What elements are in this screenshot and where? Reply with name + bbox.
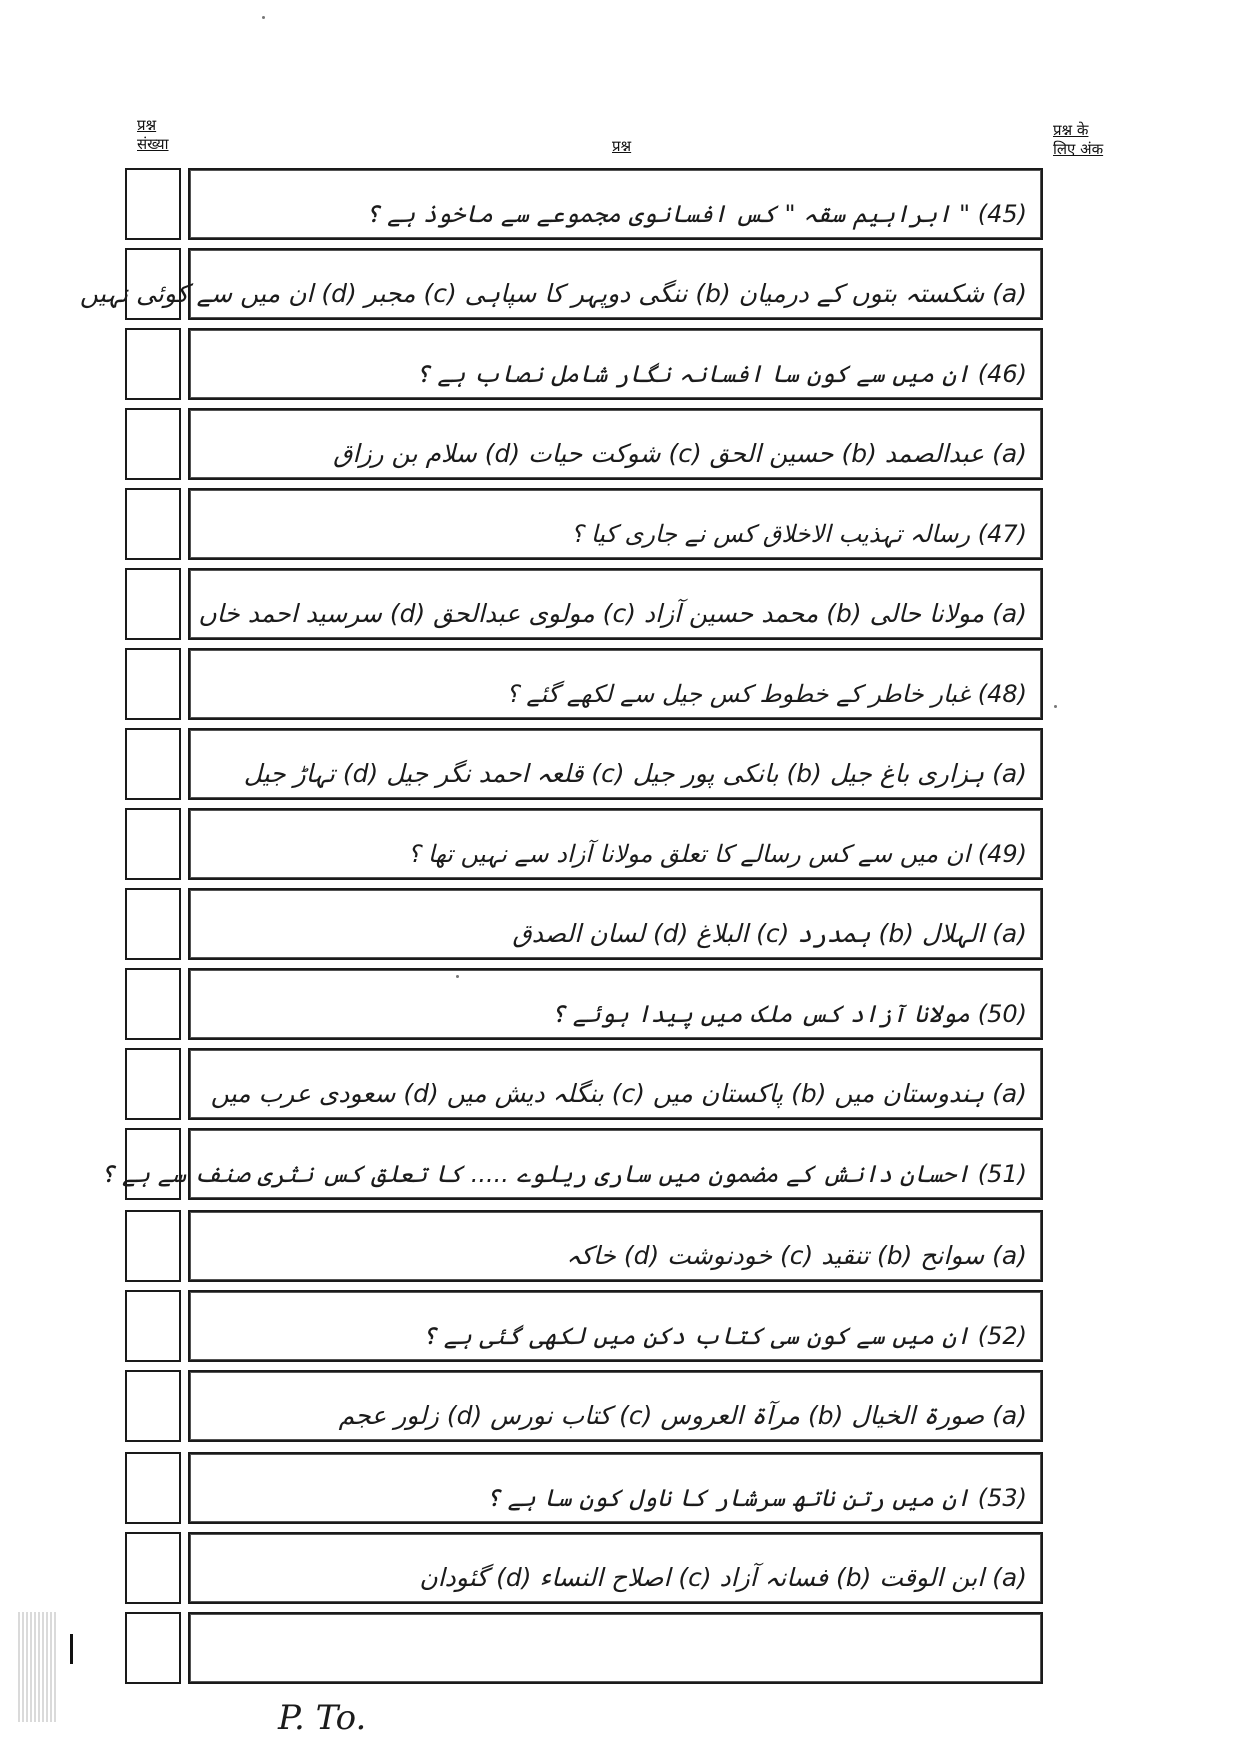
answer-text-box	[188, 968, 1043, 1040]
question-number-box	[125, 1612, 181, 1684]
question-number-box	[125, 1452, 181, 1524]
question-row	[125, 728, 1043, 800]
marks-header-line2: लिए अंक	[1053, 140, 1104, 158]
answer-text-box	[188, 408, 1043, 480]
question-number-box	[125, 408, 181, 480]
question-number-box	[125, 488, 181, 560]
question-number-box	[125, 1532, 181, 1604]
question-text: (50) مولانا آزاد کس ملک میں پیدا ہوئے ؟	[551, 1000, 1027, 1028]
answer-text-box	[188, 728, 1043, 800]
question-number-header	[137, 116, 169, 154]
answer-text-box	[100, 1128, 1043, 1200]
options-text: (a) ابن الوقت (b) فسانہ آزاد (c) اصلاح النساء (d) گئودان	[419, 1563, 1027, 1592]
options-text: (a) ہندوستان میں (b) پاکستان میں (c) بنگلہ دیش میں (d) سعودی عرب میں	[210, 1079, 1027, 1108]
question-row	[125, 1370, 1043, 1442]
question-number-box	[125, 1290, 181, 1362]
scan-speck	[1054, 705, 1057, 708]
question-number-box	[125, 888, 181, 960]
question-text: (45) " ابراہیم سقہ " کس افسانوی مجموعے سے ماخوذ ہے ؟	[365, 200, 1027, 228]
answer-text-box	[188, 888, 1043, 960]
question-row	[125, 488, 1043, 560]
question-number-box	[125, 728, 181, 800]
question-text: (46) ان میں سے کون سا افسانہ نگار شامل نصاب ہے ؟	[415, 360, 1027, 388]
scan-speck	[262, 16, 265, 19]
question-column-header-text: प्रश्न	[612, 137, 632, 155]
question-row	[125, 1210, 1043, 1282]
question-row	[125, 328, 1043, 400]
question-number-box	[125, 568, 181, 640]
options-text: (a) الہلال (b) ہمدرد (c) البلاغ (d) لسان الصدق	[512, 919, 1027, 948]
options-text: (a) صورۃ الخیال (b) مرآۃ العروس (c) کتاب نورس (d) زلور عجم	[338, 1401, 1027, 1430]
marks-column-header	[1053, 121, 1103, 159]
question-number-box	[125, 808, 181, 880]
answer-text-box	[188, 488, 1043, 560]
answer-text-box	[188, 1612, 1043, 1684]
question-text: (51) احسان دانش کے مضمون میں ساری ریلوے ..... کا تعلق کس نثری صنف سے ہے ؟	[100, 1160, 1027, 1188]
question-row	[125, 1612, 1043, 1684]
question-text: (48) غبار خاطر کے خطوط کس جیل سے لکھے گئے ؟	[506, 680, 1027, 708]
question-text: (47) رسالہ تہذیب الاخلاق کس نے جاری کیا ؟	[570, 520, 1027, 548]
question-number-header-line1: प्रश्न	[137, 116, 157, 134]
scan-edge-noise	[18, 1612, 58, 1722]
question-row	[79, 248, 1043, 320]
answer-text-box	[188, 1048, 1043, 1120]
question-row	[125, 408, 1043, 480]
question-row	[125, 968, 1043, 1040]
question-number-box	[125, 168, 181, 240]
question-row	[125, 1532, 1043, 1604]
question-number-box	[125, 968, 181, 1040]
question-number-box	[125, 648, 181, 720]
answer-text-box	[188, 808, 1043, 880]
question-number-header-line2: संख्या	[137, 135, 169, 153]
scan-speck	[456, 975, 459, 978]
answer-text-box	[188, 328, 1043, 400]
question-row	[125, 168, 1043, 240]
answer-text-box	[188, 1532, 1043, 1604]
answer-text-box	[79, 248, 1043, 320]
question-text: (52) ان میں سے کون سی کتاب دکن میں لکھی گئی ہے ؟	[422, 1322, 1027, 1350]
answer-text-box	[188, 1370, 1043, 1442]
question-row	[125, 1452, 1043, 1524]
question-number-box	[125, 328, 181, 400]
question-text: (49) ان میں سے کس رسالے کا تعلق مولانا آزاد سے نہیں تھا ؟	[407, 840, 1027, 868]
answer-text-box	[188, 648, 1043, 720]
question-row	[125, 1290, 1043, 1362]
question-column-header	[612, 137, 631, 156]
scan-edge-mark	[70, 1634, 73, 1664]
question-row	[125, 808, 1043, 880]
question-text: (53) ان میں رتن ناتھ سرشار کا ناول کون سا ہے ؟	[485, 1484, 1027, 1512]
question-row	[100, 1128, 1043, 1200]
answer-text-box	[188, 568, 1043, 640]
options-text: (a) عبدالصمد (b) حسین الحق (c) شوکت حیات (d) سلام بن رزاق	[333, 439, 1027, 468]
question-row	[125, 648, 1043, 720]
question-number-box	[125, 1370, 181, 1442]
question-row	[125, 1048, 1043, 1120]
options-text: (a) مولانا حالی (b) محمد حسین آزاد (c) مولوی عبدالحق (d) سرسید احمد خاں	[198, 599, 1027, 628]
question-row	[125, 568, 1043, 640]
answer-text-box	[188, 168, 1043, 240]
question-number-box	[125, 1210, 181, 1282]
question-row	[125, 888, 1043, 960]
answer-text-box	[188, 1452, 1043, 1524]
options-text: (a) ہزاری باغ جیل (b) بانکی پور جیل (c) قلعہ احمد نگر جیل (d) تہاڑ جیل	[243, 759, 1027, 788]
options-text: (a) شکستہ بتوں کے درمیان (b) ننگی دوپہر کا سپاہی (c) مجبر (d) ان میں سے کوئی نہیں	[79, 279, 1027, 308]
answer-text-box	[188, 1290, 1043, 1362]
question-number-box	[125, 1048, 181, 1120]
page-turn-note: P. To.	[278, 1698, 367, 1738]
answer-text-box	[188, 1210, 1043, 1282]
options-text: (a) سوانح (b) تنقید (c) خودنوشت (d) خاکہ	[566, 1241, 1027, 1270]
marks-header-line1: प्रश्न के	[1053, 121, 1089, 139]
